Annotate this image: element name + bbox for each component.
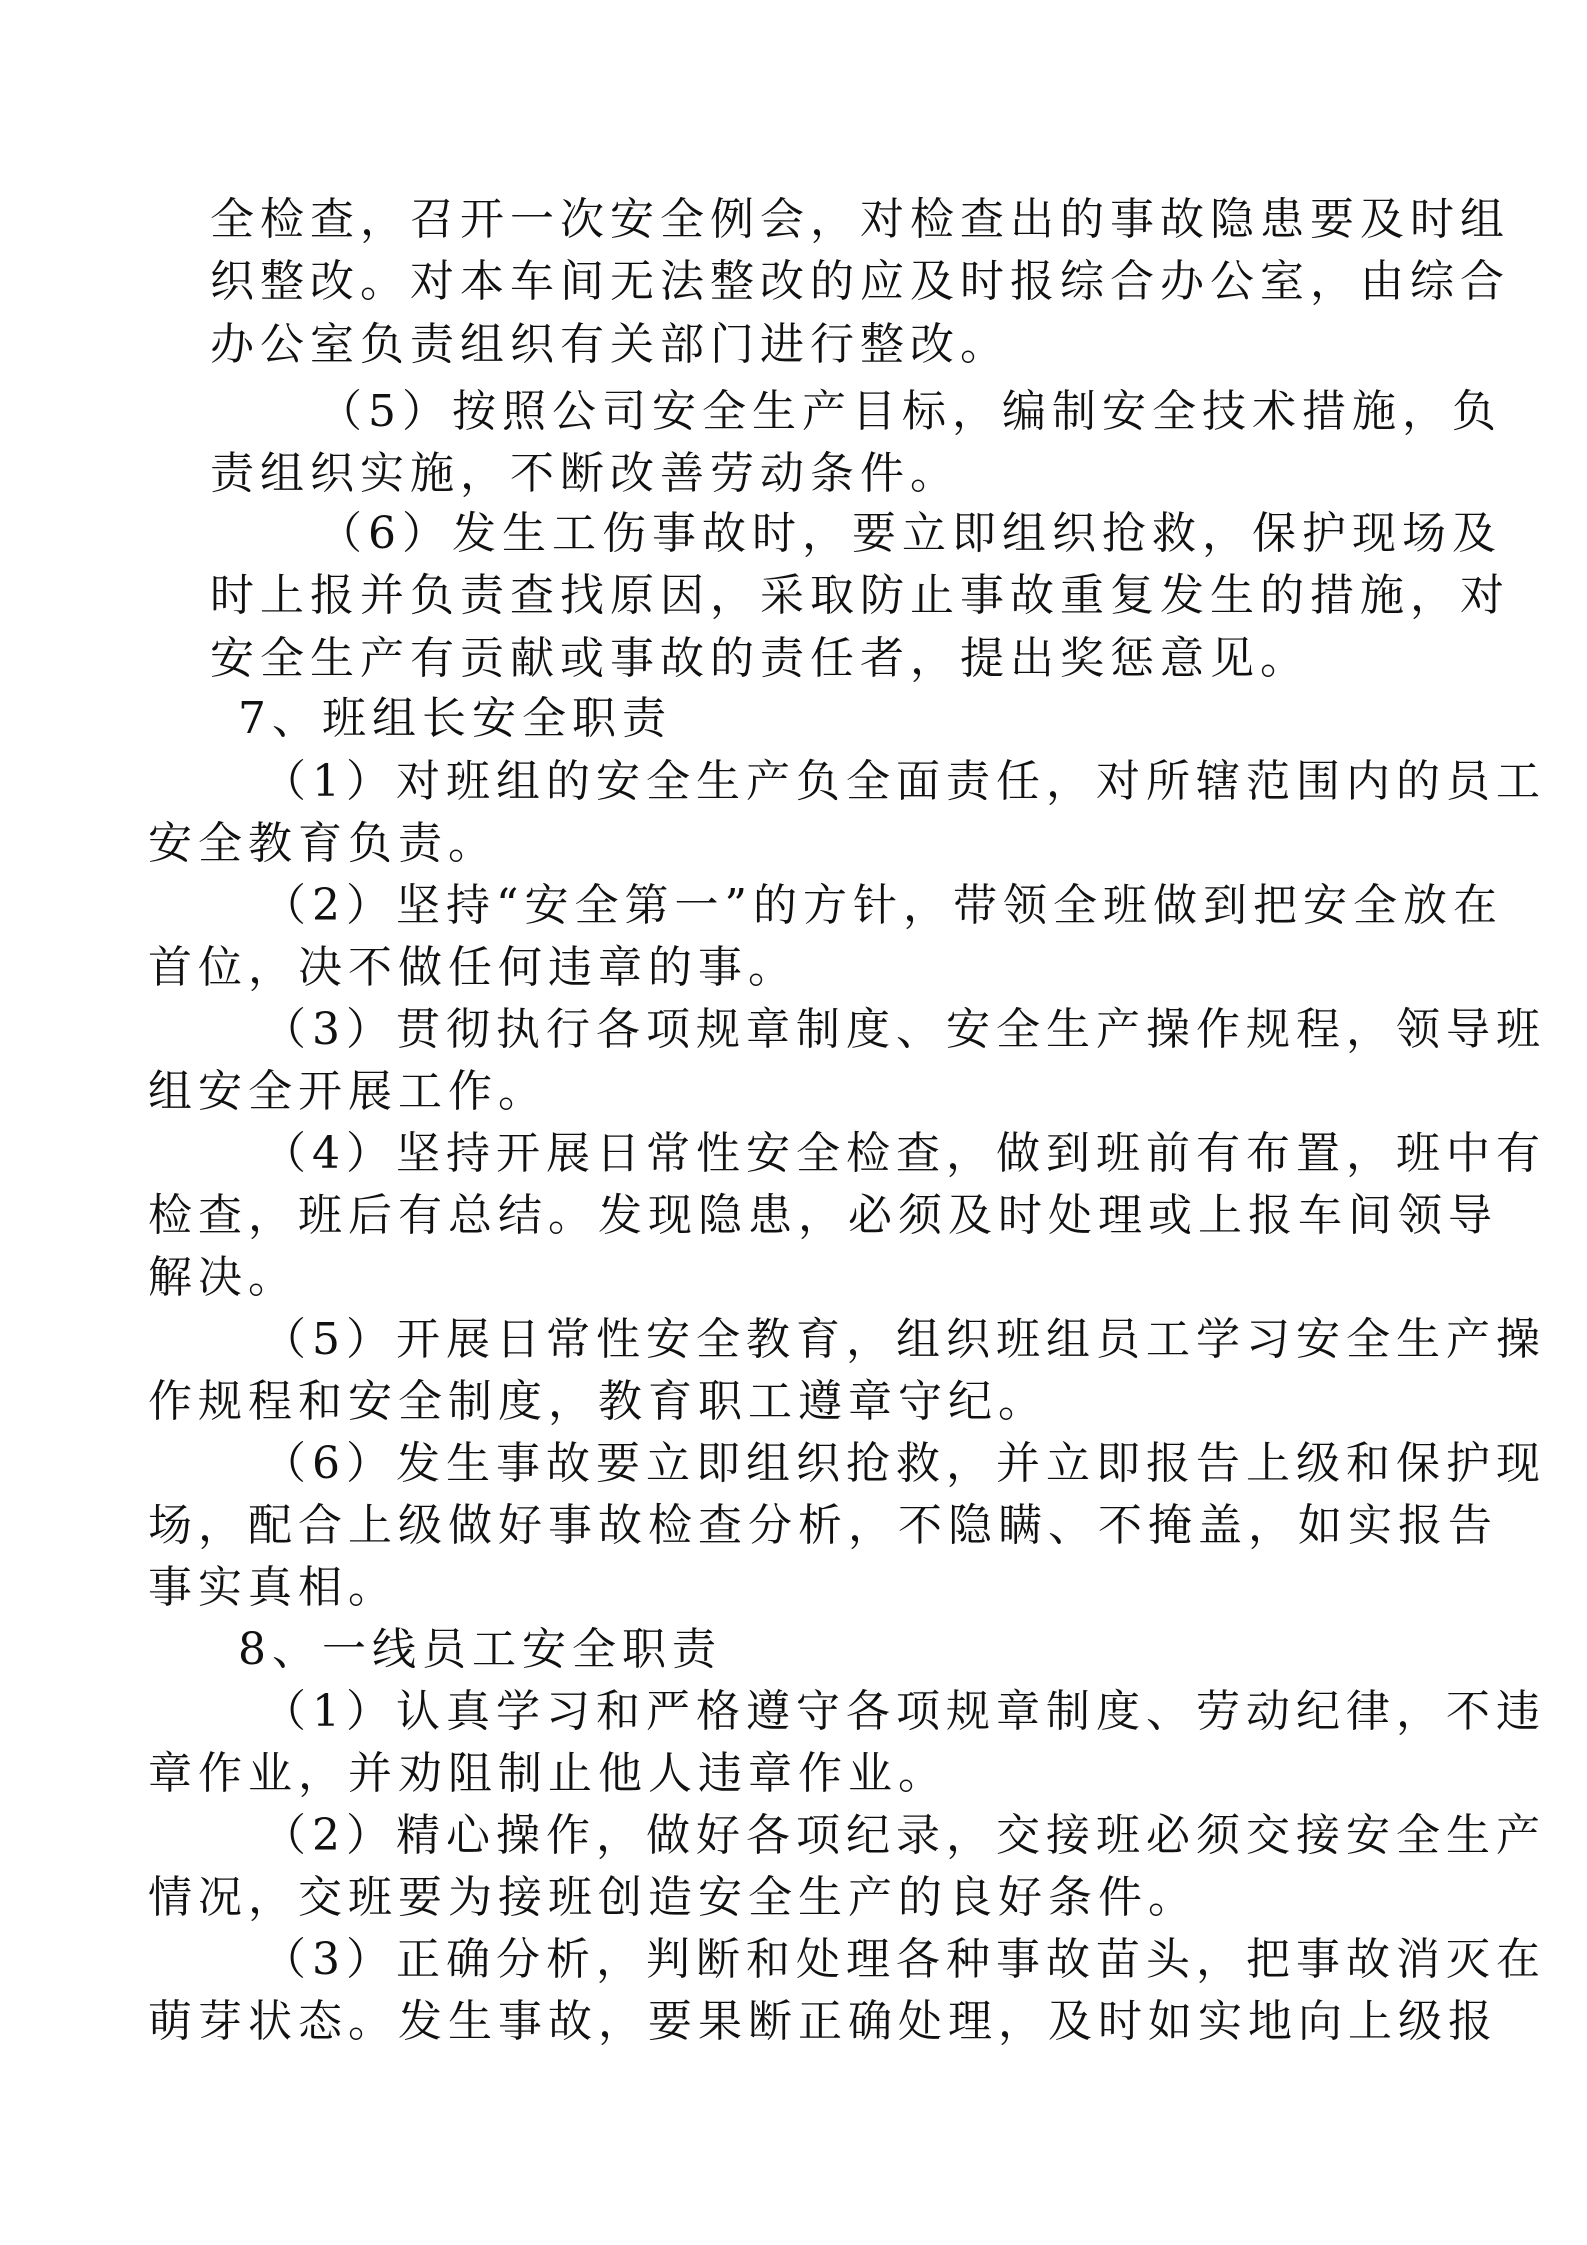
section-heading: 8、一线员工安全职责 [238,1624,722,1675]
text-line: （2）坚持“安全第一”的方针，带领全班做到把安全放在 [262,880,1503,931]
text-line: 解决。 [148,1252,298,1303]
text-line: （6）发生事故要立即组织抢救，并立即报告上级和保护现 [262,1438,1546,1489]
text-line: （2）精心操作，做好各项纪录，交接班必须交接安全生产 [262,1810,1546,1861]
text-line: （1）认真学习和严格遵守各项规章制度、劳动纪律，不违 [262,1686,1546,1737]
text-line: 章作业，并劝阻制止他人违章作业。 [148,1748,948,1799]
text-line: （3）贯彻执行各项规章制度、安全生产操作规程，领导班 [262,1004,1546,1055]
text-line: 组安全开展工作。 [148,1066,548,1117]
text-line: 安全生产有贡献或事故的责任者，提出奖惩意见。 [210,633,1310,684]
text-line: 检查，班后有总结。发现隐患，必须及时处理或上报车间领导 [148,1190,1498,1241]
text-line: （4）坚持开展日常性安全检查，做到班前有布置，班中有 [262,1128,1546,1179]
section-heading: 7、班组长安全职责 [238,693,672,744]
text-line: （1）对班组的安全生产负全面责任，对所辖范围内的员工 [262,756,1546,807]
text-line: 作规程和安全制度，教育职工遵章守纪。 [148,1376,1048,1427]
text-line: 责组织实施，不断改善劳动条件。 [210,448,960,499]
text-line: （3）正确分析，判断和处理各种事故苗头，把事故消灭在 [262,1934,1546,1985]
text-line: 织整改。对本车间无法整改的应及时报综合办公室，由综合 [210,256,1510,307]
text-line: 全检查，召开一次安全例会，对检查出的事故隐患要及时组 [210,194,1510,245]
text-line: 萌芽状态。发生事故，要果断正确处理，及时如实地向上级报 [148,1996,1498,2047]
text-line: （5）开展日常性安全教育，组织班组员工学习安全生产操 [262,1314,1546,1365]
text-line: 情况，交班要为接班创造安全生产的良好条件。 [148,1872,1198,1923]
text-line: （6）发生工伤事故时，要立即组织抢救，保护现场及 [318,508,1502,559]
text-line: 事实真相。 [148,1562,398,1613]
text-line: 安全教育负责。 [148,818,498,869]
text-line: 办公室负责组织有关部门进行整改。 [210,319,1010,370]
text-line: 场，配合上级做好事故检查分析，不隐瞒、不掩盖，如实报告 [148,1500,1498,1551]
text-line: 时上报并负责查找原因，采取防止事故重复发生的措施，对 [210,570,1510,621]
text-line: 首位，决不做任何违章的事。 [148,942,798,993]
text-line: （5）按照公司安全生产目标，编制安全技术措施，负 [318,386,1502,437]
